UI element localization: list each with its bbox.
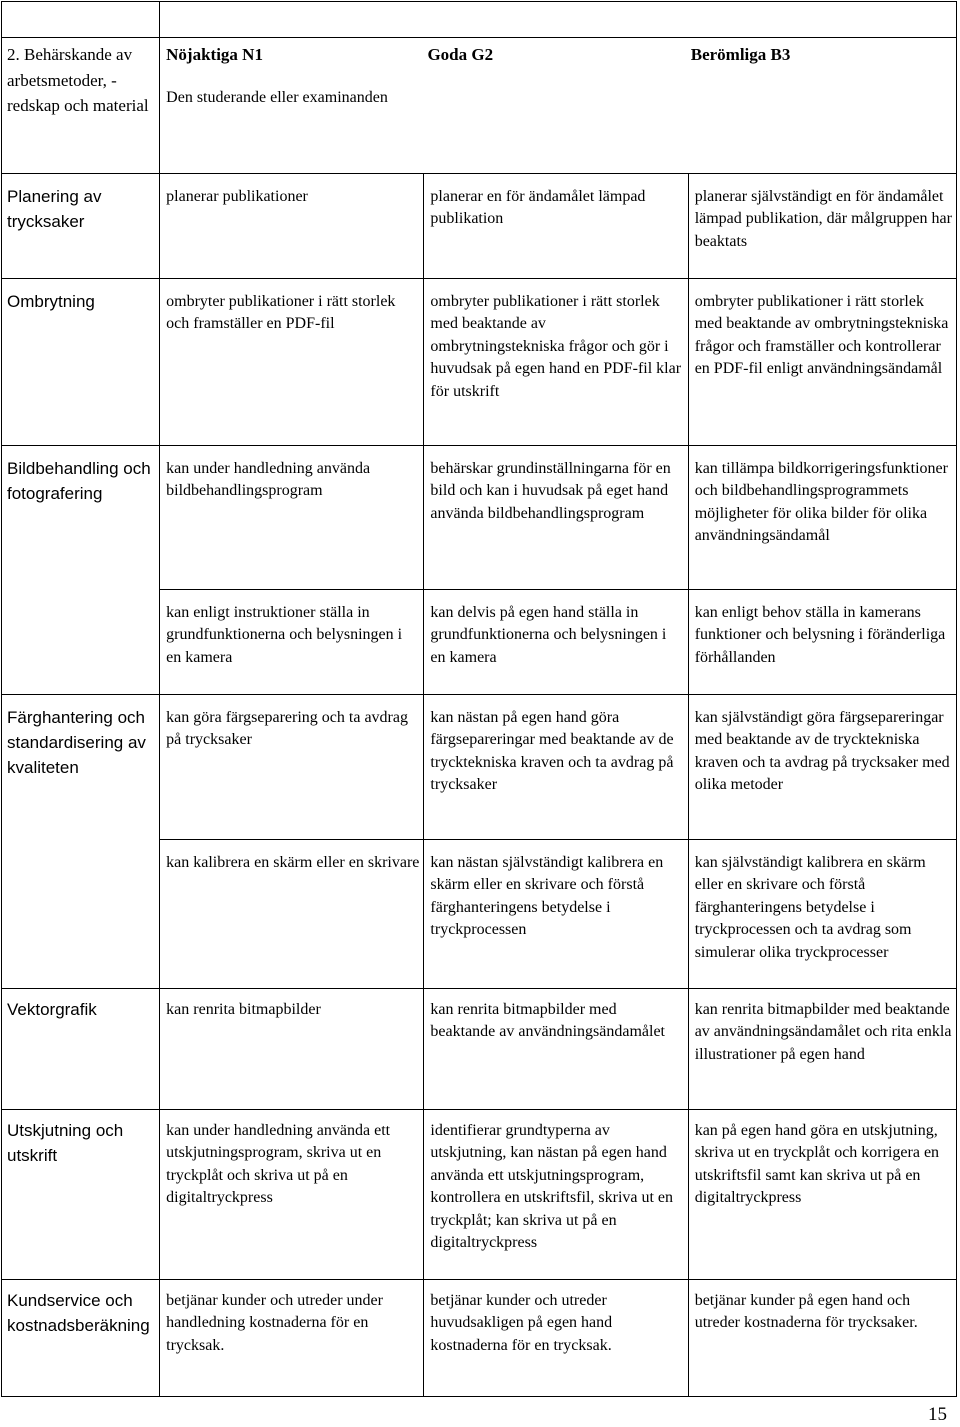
level-g2-header: Goda G2	[427, 45, 494, 64]
row-label: Kundservice och kostnadsberäkning	[7, 1291, 150, 1335]
n1-criterion: kan enligt instruktioner ställa in grundfunktionerna och belysningen i en kamera	[166, 604, 403, 666]
table-row	[2, 1280, 957, 1397]
b3-criterion: ombryter publikationer i rätt storlek med beaktande av ombrytningstekniska frågor och framställer och kontrollerar en PDF-fil enligt användningsändamål	[694, 293, 949, 378]
n1-criterion: kan göra färgseparering och ta avdrag på trycksaker	[166, 709, 408, 749]
n1-criterion: ombryter publikationer i rätt storlek och framställer en PDF-fil	[166, 293, 396, 333]
b3-criterion: kan självständigt kalibrera en skärm eller en skrivare och förstå färghanteringens betydelse i tryckprocessen och ta avdrag som simulerar olika tryckprocesser	[694, 854, 926, 961]
table-row	[2, 446, 957, 590]
row-label: Planering av trycksaker	[7, 187, 102, 231]
b3-criterion: kan på egen hand göra en utskjutning, skriva ut en tryckplåt och korrigera en utskriftsfil samt kan skriva ut på en digitaltryckpress	[694, 1122, 940, 1207]
table-row	[2, 279, 957, 446]
top-blank-right	[160, 2, 957, 38]
g2-criterion: kan nästan på egen hand göra färgsepareringar med beaktande av de trycktekniska kraven och ta avdrag på trycksaker	[430, 709, 674, 794]
b3-criterion: kan renrita bitmapbilder med beaktande av användningsändamålet och rita enkla illustrationer på egen hand	[694, 1001, 952, 1063]
g2-criterion: ombryter publikationer i rätt storlek med beaktande av ombrytningstekniska frågor och gör i huvudsak på egen hand en PDF-fil klar för utskrift	[430, 293, 682, 400]
top-blank-left	[2, 2, 160, 38]
n1-criterion: betjänar kunder och utreder under handledning kostnaderna för en trycksak.	[166, 1292, 383, 1354]
g2-criterion: kan nästan självständigt kalibrera en skärm eller en skrivare och förstå färghanteringens betydelse i tryckprocessen	[430, 854, 664, 939]
row-label: Utskjutning och utskrift	[7, 1121, 124, 1165]
g2-criterion: planerar en för ändamålet lämpad publikation	[430, 188, 646, 228]
b3-criterion: betjänar kunder på egen hand och utreder kostnaderna för trycksaker.	[694, 1292, 918, 1332]
row-label: Vektorgrafik	[7, 1000, 97, 1019]
b3-criterion: planerar självständigt en för ändamålet lämpad publikation, där målgruppen har beaktats	[694, 188, 952, 250]
g2-criterion: identifierar grundtyperna av utskjutning, kan nästan på egen hand använda ett utskjutningsprogram, kontrollera en utskriftsfil, skriva ut en tryckplåt; kan skriva ut på en digitaltryckpress	[430, 1122, 674, 1252]
g2-criterion: behärskar grundinställningarna för en bild och kan i huvudsak på eget hand använda bildbehandlingsprogram	[430, 460, 671, 522]
section-title: 2. Behärskande av arbetsmetoder, -redskap och material	[7, 45, 149, 115]
page-number: 15	[928, 1404, 947, 1425]
header-row	[2, 38, 957, 174]
n1-criterion: kan under handledning använda ett utskjutningsprogram, skriva ut en tryckplåt och skriva ut på en digitaltryckpress	[166, 1122, 391, 1207]
top-blank-row	[2, 2, 957, 38]
row-label	[2, 590, 159, 594]
g2-criterion: betjänar kunder och utreder huvudsakligen på egen hand kostnaderna för en trycksak.	[430, 1292, 613, 1354]
row-label: Ombrytning	[7, 292, 95, 311]
table-row	[2, 989, 957, 1110]
table-row	[2, 174, 957, 279]
subtitle: Den studerande eller examinanden	[166, 89, 388, 106]
level-n1-header: Nöjaktiga N1	[166, 45, 263, 64]
section-title-cell	[2, 38, 160, 174]
level-headers	[160, 38, 956, 67]
row-label	[2, 840, 159, 844]
n1-criterion: kan renrita bitmapbilder	[166, 1001, 321, 1018]
table-row	[2, 840, 957, 989]
n1-criterion: kan under handledning använda bildbehandlingsprogram	[166, 460, 371, 500]
b3-criterion: kan självständigt göra färgsepareringar med beaktande av de trycktekniska kraven och ta avdrag på trycksaker med olika metoder	[694, 709, 950, 794]
n1-criterion: planerar publikationer	[166, 188, 308, 205]
level-b3-header: Berömliga B3	[690, 45, 791, 64]
table-row	[2, 590, 957, 695]
g2-criterion: kan delvis på egen hand ställa in grundfunktionerna och belysningen i en kamera	[430, 604, 667, 666]
b3-criterion: kan tillämpa bildkorrigeringsfunktioner och bildbehandlingsprogrammets möjligheter för olika bilder för olika användningsändamål	[694, 460, 948, 545]
levels-header-cell	[160, 38, 957, 174]
b3-criterion: kan enligt behov ställa in kamerans funktioner och belysning i föränderliga förhållanden	[694, 604, 946, 666]
row-label: Bildbehandling och fotografering	[7, 459, 151, 503]
assessment-table	[1, 1, 957, 1397]
n1-criterion: kan kalibrera en skärm eller en skrivare	[166, 854, 420, 871]
row-label: Färghantering och standardisering av kvaliteten	[7, 708, 146, 777]
table-row	[2, 695, 957, 840]
table-row	[2, 1110, 957, 1280]
g2-criterion: kan renrita bitmapbilder med beaktande av användningsändamålet	[430, 1001, 665, 1041]
